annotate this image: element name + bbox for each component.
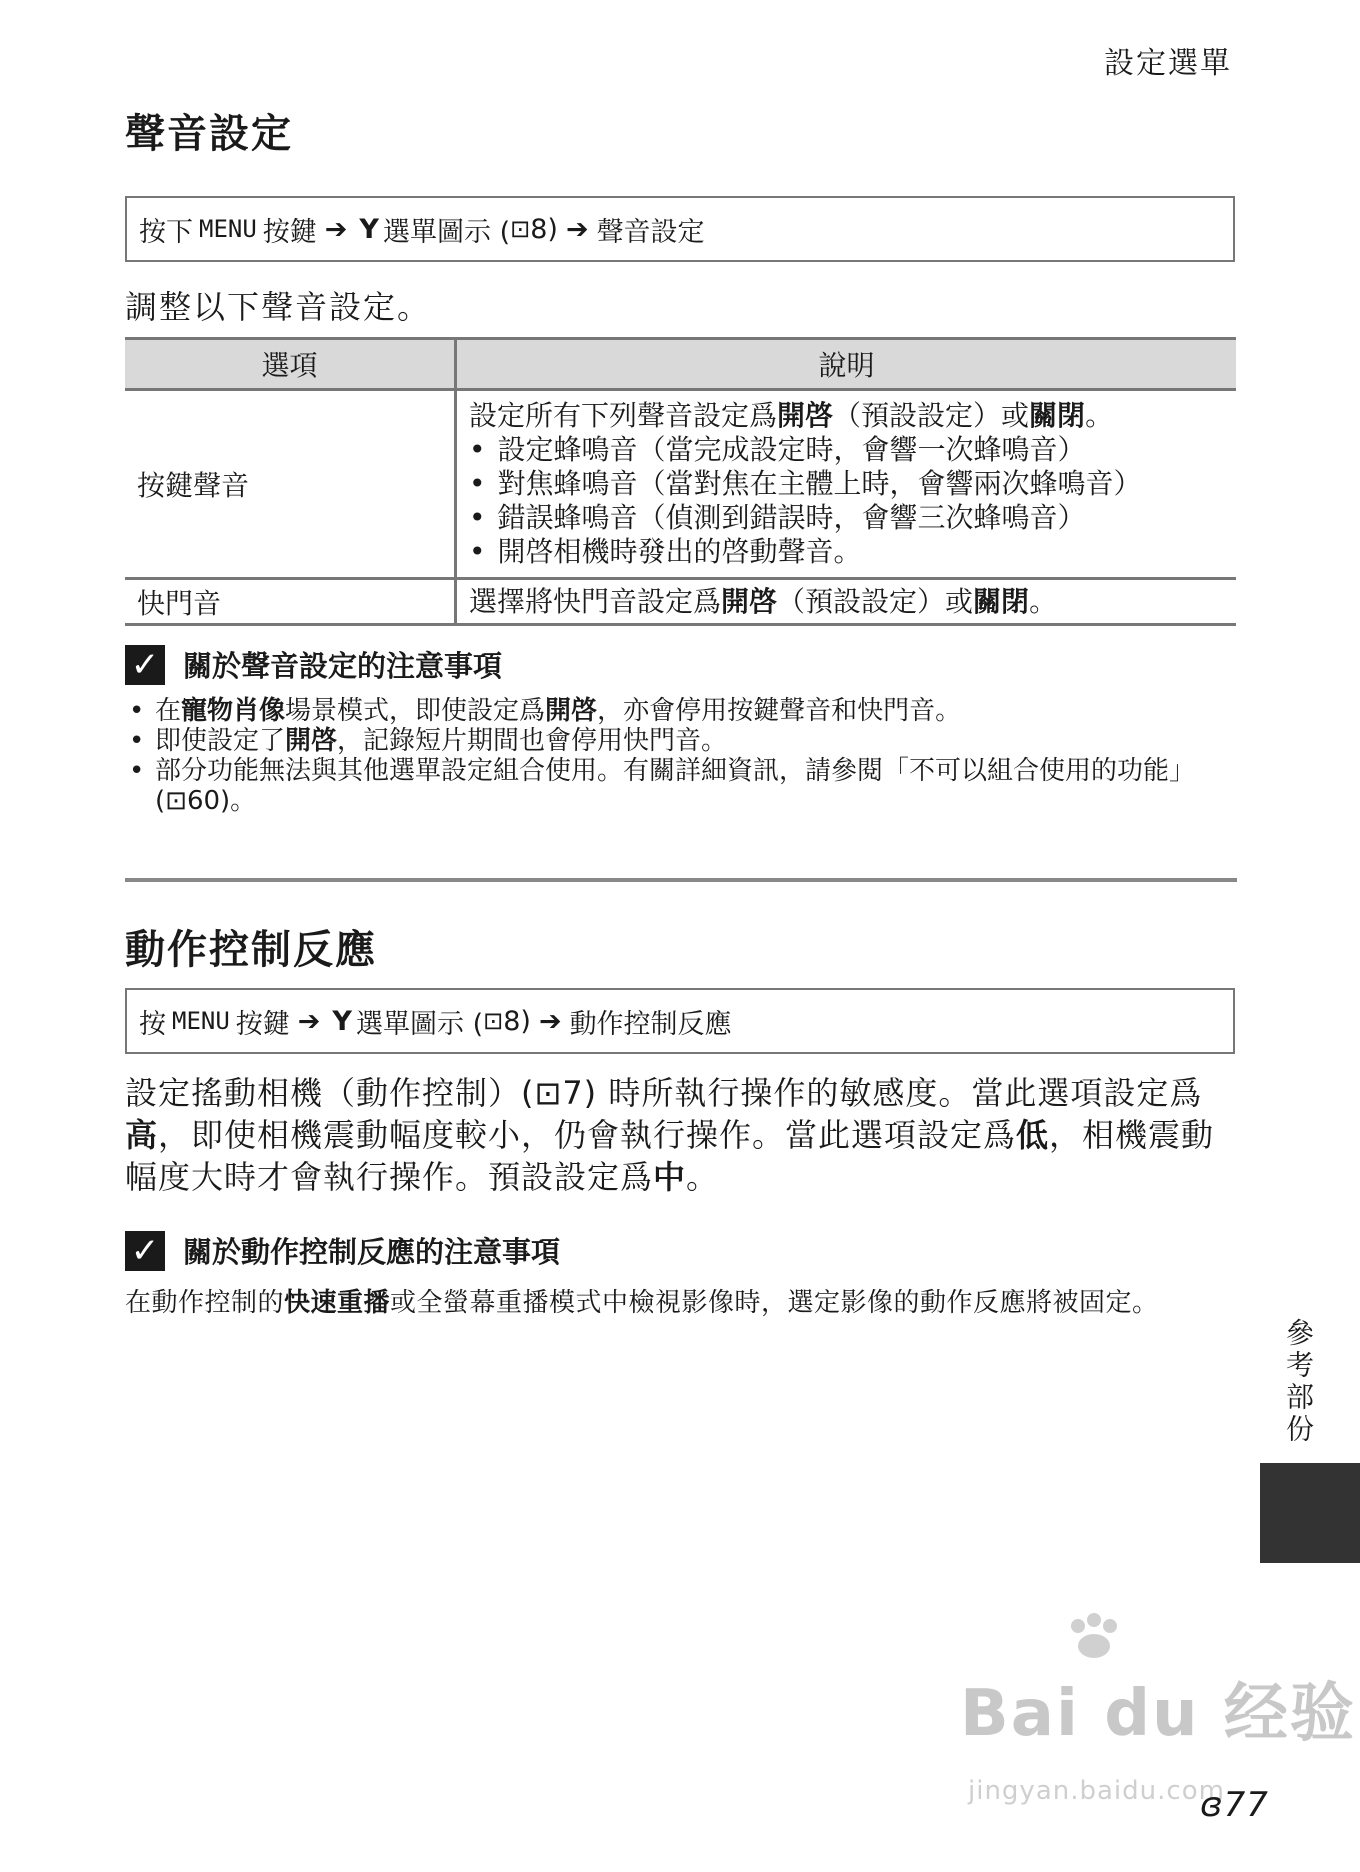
col-header-desc: 說明 xyxy=(456,339,1237,390)
path-menu-icon: 選單圖示 ( xyxy=(355,1008,484,1040)
wrench-icon: Y xyxy=(332,1005,352,1037)
path-key: 按鍵 xyxy=(235,1008,290,1040)
table-header-row xyxy=(125,339,1236,390)
value-on: 開啓 xyxy=(721,584,778,618)
desc-text: 設定所有下列聲音設定爲 xyxy=(469,399,778,432)
arrow-right-icon: ➔ xyxy=(297,1005,321,1037)
desc-text: （預設設定）或 xyxy=(833,399,1030,432)
arrow-right-icon: ➔ xyxy=(324,213,348,245)
list-item: • 錯誤蜂鳴音（偵測到錯誤時，會響三次蜂鳴音） xyxy=(469,501,1224,535)
desc-text: （預設設定）或 xyxy=(777,584,974,618)
arrow-right-icon: ➔ xyxy=(565,213,589,245)
para-text: 設定搖動相機（動作控制）( xyxy=(125,1074,535,1112)
note-text: 即使設定了 xyxy=(155,726,286,756)
path-target: 聲音設定 xyxy=(596,216,705,248)
path-menu-icon: 選單圖示 ( xyxy=(382,216,511,248)
page-number: ɞ77 xyxy=(1200,1785,1269,1825)
arrow-right-icon: ➔ xyxy=(538,1005,562,1037)
check-note-icon: ✓ xyxy=(125,1231,165,1271)
note-heading-motion xyxy=(125,1230,560,1271)
option-desc xyxy=(456,579,1237,625)
list-item xyxy=(125,726,1237,756)
reference-section-tab xyxy=(1260,1463,1360,1563)
list-item xyxy=(125,756,1237,816)
book-icon: ⊡ xyxy=(510,215,531,243)
col-header-option: 選項 xyxy=(125,339,456,390)
note-bold: 開啓 xyxy=(285,726,338,756)
menu-path-motion xyxy=(125,988,1235,1054)
table-row xyxy=(125,390,1236,579)
option-name: 快門音 xyxy=(125,579,456,625)
note-bold: 快速重播 xyxy=(284,1288,391,1318)
option-desc xyxy=(456,390,1237,579)
desc-text: 。 xyxy=(1029,584,1058,618)
book-icon: ⊡ xyxy=(483,1007,504,1035)
path-page-ref: 8) xyxy=(530,213,558,245)
section-title-sound: 聲音設定 xyxy=(125,111,293,157)
desc-line xyxy=(469,399,1224,433)
menu-path-sound xyxy=(125,196,1235,262)
note-bold: 開啓 xyxy=(545,696,598,726)
value-high: 高 xyxy=(125,1116,159,1154)
note-text: 場景模式，即使設定爲 xyxy=(285,696,546,726)
value-off: 關閉 xyxy=(973,584,1030,618)
para-text: 。 xyxy=(686,1158,720,1196)
book-icon: ⊡ xyxy=(534,1074,563,1112)
path-key: 按鍵 xyxy=(262,216,317,248)
para-text: ，相機震動幅度大時才會執行操作。預設設定爲 xyxy=(125,1116,1215,1196)
list-item: • 設定蜂鳴音（當完成設定時，會響一次蜂鳴音） xyxy=(469,433,1224,467)
intro-text: 調整以下聲音設定。 xyxy=(125,288,432,326)
note-list-sound xyxy=(125,696,1237,816)
table-row xyxy=(125,579,1236,625)
note-text: 在 xyxy=(155,696,182,726)
book-icon: ⊡ xyxy=(165,786,187,816)
path-target: 動作控制反應 xyxy=(569,1008,732,1040)
watermark-logo: Bai du 经验 xyxy=(960,1677,1356,1751)
option-name: 按鍵聲音 xyxy=(125,390,456,579)
list-item: • 開啓相機時發出的啓動聲音。 xyxy=(469,535,1224,569)
path-page-ref: 8) xyxy=(503,1005,531,1037)
path-press: 按下 xyxy=(139,216,193,248)
desc-text: 。 xyxy=(1085,399,1114,432)
path-press: 按 xyxy=(139,1008,166,1040)
value-mid: 中 xyxy=(653,1158,687,1196)
running-header: 設定選單 xyxy=(1104,46,1232,81)
note-text: 60)。 xyxy=(186,786,257,816)
value-low: 低 xyxy=(1016,1116,1050,1154)
check-note-icon: ✓ xyxy=(125,645,165,685)
menu-button-label: MENU xyxy=(199,215,257,243)
desc-text: 選擇將快門音設定爲 xyxy=(469,584,722,618)
watermark-url: jingyan.baidu.com xyxy=(968,1776,1225,1806)
reference-section-label: 參考部份 xyxy=(1282,1318,1315,1446)
note-title: 關於聲音設定的注意事項 xyxy=(183,649,503,683)
note-text-motion xyxy=(125,1282,1159,1319)
section-divider xyxy=(125,878,1237,882)
note-text: ，記錄短片期間也會停用快門音。 xyxy=(337,726,728,756)
note-title: 關於動作控制反應的注意事項 xyxy=(183,1235,561,1269)
wrench-icon: Y xyxy=(359,213,379,245)
menu-button-label: MENU xyxy=(172,1007,230,1035)
para-text: ，即使相機震動幅度較小，仍會執行操作。當此選項設定爲 xyxy=(158,1116,1017,1154)
value-on: 開啓 xyxy=(777,399,834,432)
list-item xyxy=(125,696,1237,726)
value-off: 關閉 xyxy=(1029,399,1086,432)
section-title-motion: 動作控制反應 xyxy=(125,927,377,973)
note-text: 或全螢幕重播模式中檢視影像時，選定影像的動作反應將被固定。 xyxy=(390,1288,1159,1318)
note-text: ，亦會停用按鍵聲音和快門音。 xyxy=(597,696,962,726)
note-text: 在動作控制的 xyxy=(125,1288,285,1318)
para-text: 7) 時所執行操作的敏感度。當此選項設定爲 xyxy=(562,1074,1203,1112)
motion-description xyxy=(125,1072,1237,1198)
note-heading-sound xyxy=(125,644,502,685)
note-bold: 寵物肖像 xyxy=(181,696,286,726)
list-item: • 對焦蜂鳴音（當對焦在主體上時，會響兩次蜂鳴音） xyxy=(469,467,1224,501)
paw-icon xyxy=(1066,1612,1122,1660)
note-text: 部分功能無法與其他選單設定組合使用。有關詳細資訊，請參閱「不可以組合使用的功能」( xyxy=(155,756,1196,816)
options-table xyxy=(125,337,1236,626)
bullet-list xyxy=(469,433,1224,569)
